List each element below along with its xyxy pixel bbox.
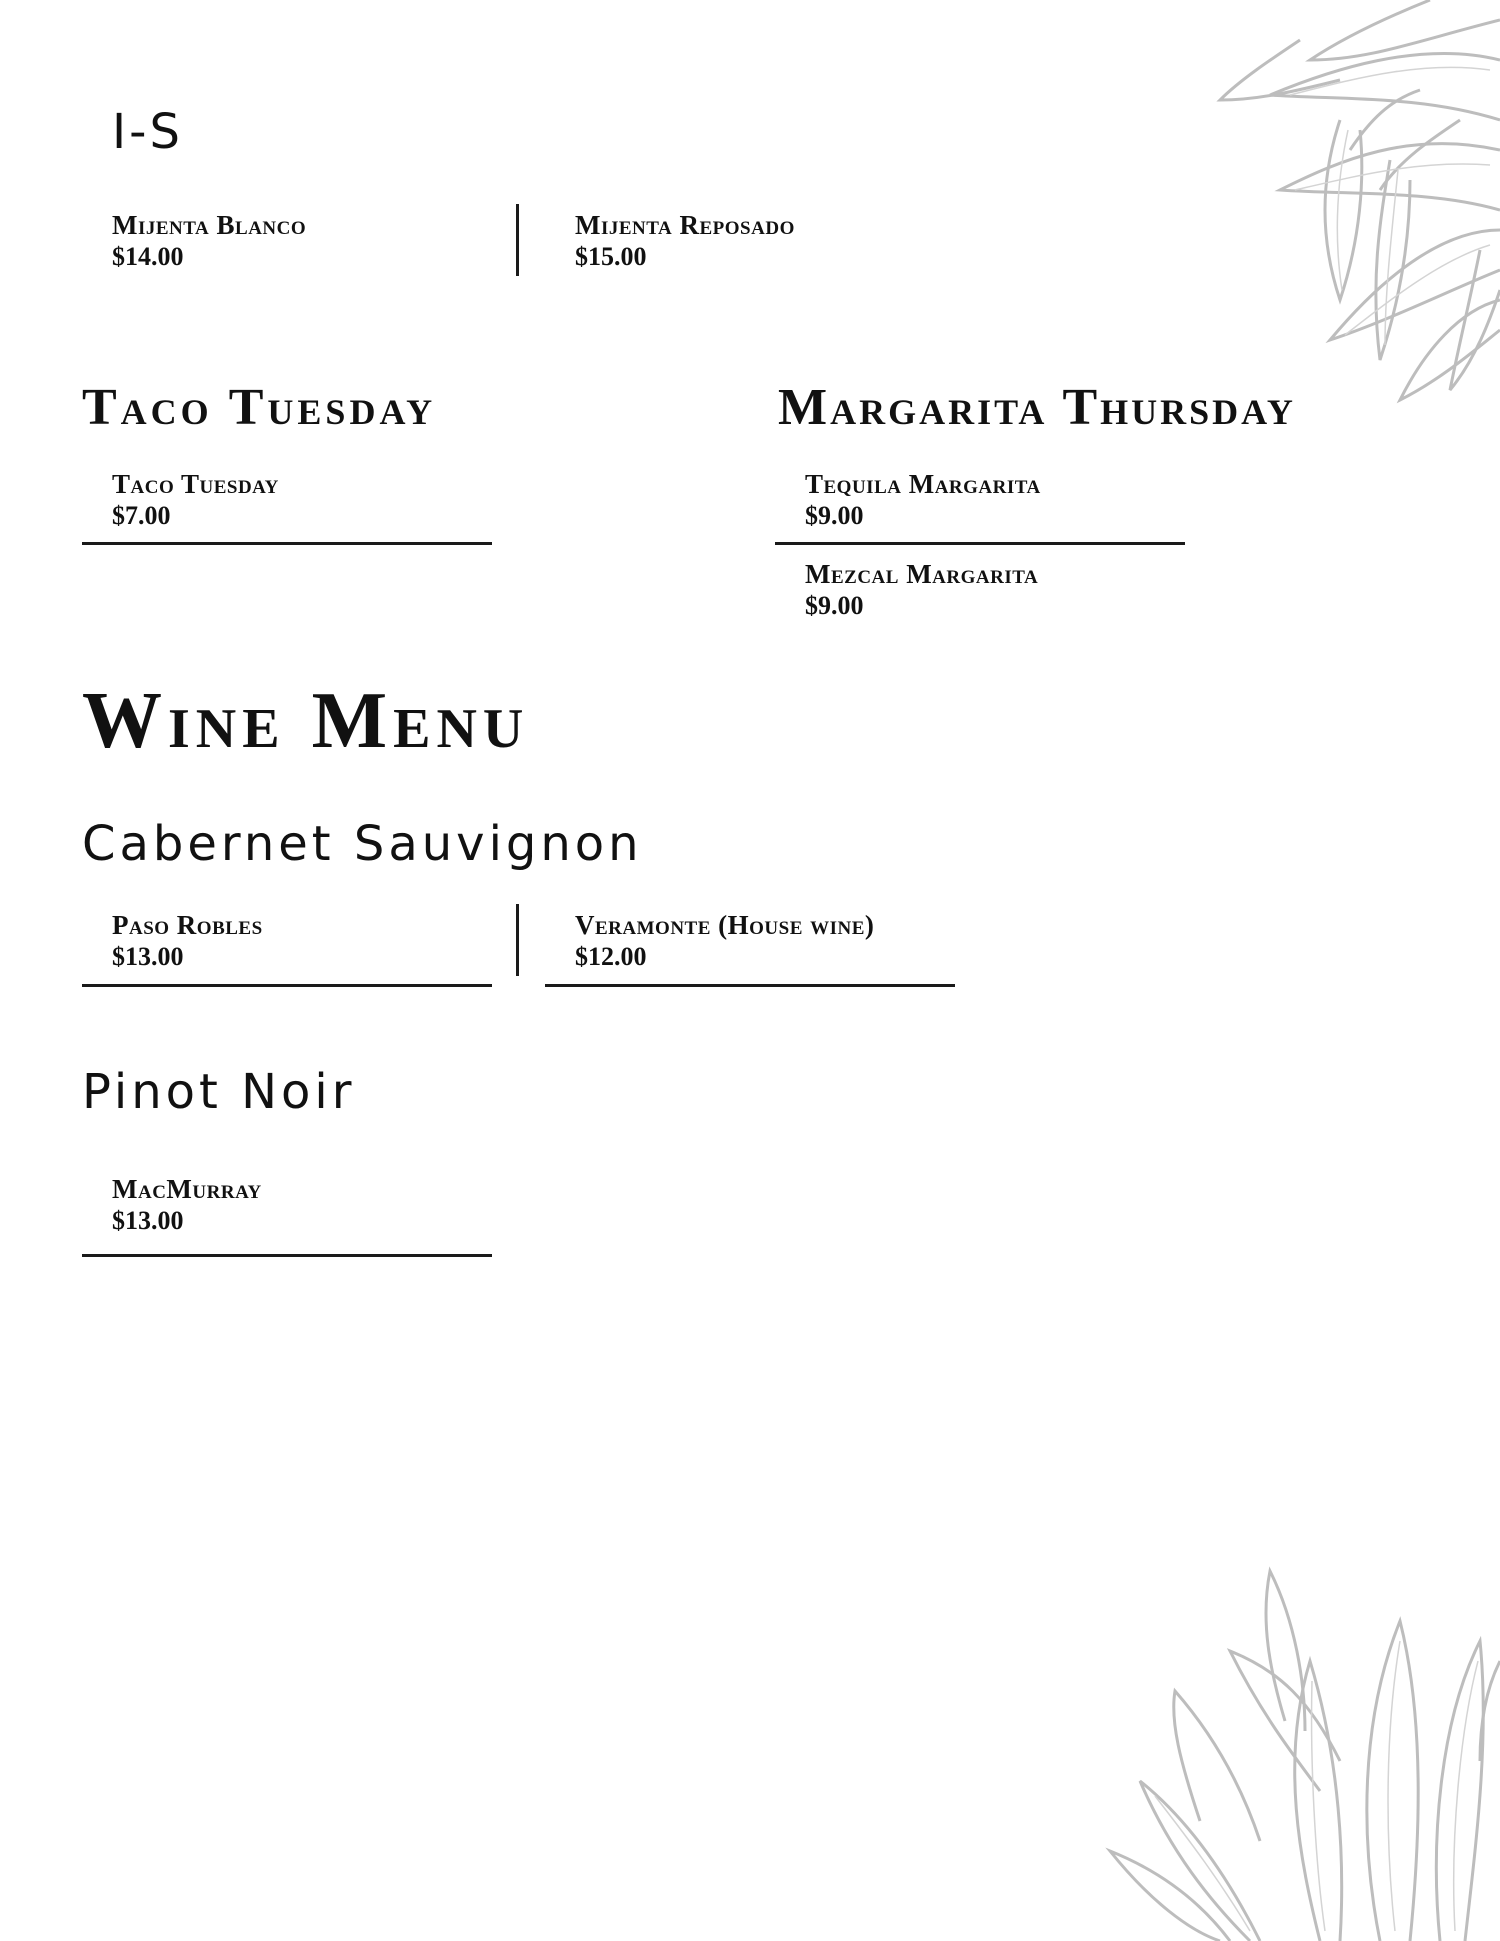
divider — [545, 984, 955, 987]
menu-item — [112, 209, 492, 273]
menu-item — [805, 558, 1185, 622]
section-title-tequila: I-S — [112, 104, 183, 160]
item-price: $13.00 — [112, 1206, 184, 1235]
item-name: MacMurray — [112, 1174, 262, 1204]
section-title-taco-tuesday: Taco Tuesday — [82, 379, 437, 436]
item-price: $9.00 — [805, 591, 864, 620]
item-name: Tequila Margarita — [805, 469, 1041, 499]
section-title-pinot-noir: Pinot Noir — [82, 1064, 356, 1120]
section-title-cabernet: Cabernet Sauvignon — [82, 816, 643, 872]
item-name: Veramonte (House wine) — [575, 910, 875, 940]
divider — [82, 984, 492, 987]
menu-item — [805, 468, 1185, 532]
item-price: $12.00 — [575, 942, 647, 971]
item-name: Mijenta Reposado — [575, 210, 795, 240]
divider — [516, 904, 519, 976]
menu-item — [112, 909, 492, 973]
menu-item — [575, 909, 995, 973]
divider — [82, 542, 492, 545]
section-title-margarita-thursday: Margarita Thursday — [778, 379, 1296, 436]
item-price: $9.00 — [805, 501, 864, 530]
divider — [516, 204, 519, 276]
wine-menu-title: Wine Menu — [82, 677, 530, 765]
menu-item — [112, 468, 492, 532]
item-name: Taco Tuesday — [112, 469, 279, 499]
item-price: $7.00 — [112, 501, 171, 530]
item-price: $15.00 — [575, 242, 647, 271]
item-name: Mezcal Margarita — [805, 559, 1039, 589]
agave-illustration-bottom — [1080, 1561, 1500, 1941]
menu-item — [112, 1173, 492, 1237]
agave-illustration-top — [1080, 0, 1500, 420]
divider — [82, 1254, 492, 1257]
divider — [775, 542, 1185, 545]
item-name: Paso Robles — [112, 910, 263, 940]
menu-item — [575, 209, 955, 273]
item-price: $14.00 — [112, 242, 184, 271]
item-price: $13.00 — [112, 942, 184, 971]
item-name: Mijenta Blanco — [112, 210, 307, 240]
